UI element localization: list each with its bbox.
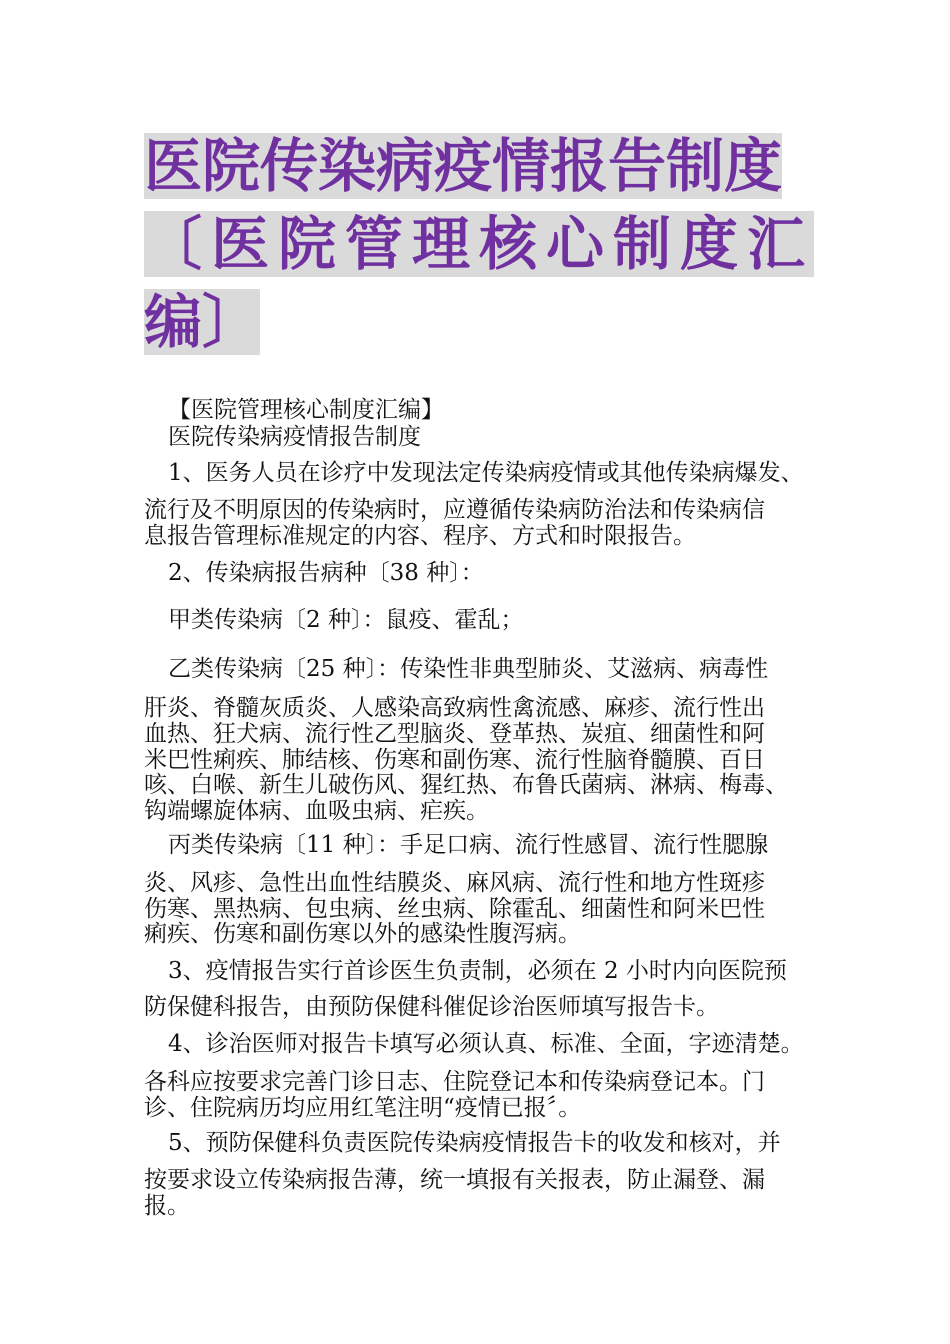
paragraph-5-line: 痢疾、伤寒和副伤寒以外的感染性腹泻病。 — [144, 921, 581, 947]
paragraph-6-line: 防保健科报告，由预防保健科催促诊治医师填写报告卡。 — [144, 994, 719, 1020]
paragraph-6-line: 3、疫情报告实行首诊医生负责制，必须在 2 小时内向医院预 — [168, 958, 787, 984]
section-subheader: 医院传染病疫情报告制度 — [168, 424, 421, 450]
paragraph-4-line: 咳、白喉、新生儿破伤风、猩红热、布鲁氏菌病、淋病、梅毒、 — [144, 772, 788, 798]
section-header: 【医院管理核心制度汇编】 — [168, 397, 444, 423]
paragraph-5-line: 伤寒、黑热病、包虫病、丝虫病、除霍乱、细菌性和阿米巴性 — [144, 896, 765, 922]
paragraph-3: 甲类传染病〔2 种〕：鼠疫、霍乱； — [168, 607, 524, 633]
paragraph-1-line: 息报告管理标准规定的内容、程序、方式和时限报告。 — [144, 523, 696, 549]
paragraph-5-line: 丙类传染病〔11 种〕：手足口病、流行性感冒、流行性腮腺 — [168, 832, 769, 858]
paragraph-8-line: 报。 — [144, 1193, 190, 1219]
paragraph-4-line: 乙类传染病〔25 种〕：传染性非典型肺炎、艾滋病、病毒性 — [168, 656, 769, 682]
paragraph-1-line: 流行及不明原因的传染病时，应遵循传染病防治法和传染病信 — [144, 497, 765, 523]
paragraph-2: 2、传染病报告病种〔38 种〕： — [168, 560, 484, 586]
document-title-line-1: 医院传染病疫情报告制度 — [144, 132, 783, 200]
paragraph-7-line: 4、诊治医师对报告卡填写必须认真、标准、全面，字迹清楚。 — [168, 1031, 804, 1057]
paragraph-7-line: 诊、住院病历均应用红笔注明“疫情已报〞。 — [144, 1095, 582, 1121]
paragraph-4-line: 米巴性痢疾、肺结核、伤寒和副伤寒、流行性脑脊髓膜、百日 — [144, 747, 765, 773]
paragraph-4-line: 肝炎、脊髓灰质炎、人感染高致病性禽流感、麻疹、流行性出 — [144, 695, 765, 721]
paragraph-8-line: 5、预防保健科负责医院传染病疫情报告卡的收发和核对，并 — [168, 1130, 781, 1156]
paragraph-7-line: 各科应按要求完善门诊日志、住院登记本和传染病登记本。门 — [144, 1069, 765, 1095]
document-title-line-2: 〔医院管理核心制度汇 — [144, 210, 815, 278]
paragraph-8-line: 按要求设立传染病报告薄，统一填报有关报表，防止漏登、漏 — [144, 1167, 765, 1193]
document-title-line-3: 编〕 — [144, 288, 261, 356]
paragraph-1-line: 1、医务人员在诊疗中发现法定传染病疫情或其他传染病爆发、 — [168, 460, 804, 486]
paragraph-4-line: 钩端螺旋体病、血吸虫病、疟疾。 — [144, 798, 489, 824]
paragraph-5-line: 炎、风疹、急性出血性结膜炎、麻风病、流行性和地方性斑疹 — [144, 870, 765, 896]
paragraph-4-line: 血热、狂犬病、流行性乙型脑炎、登革热、炭疽、细菌性和阿 — [144, 721, 765, 747]
